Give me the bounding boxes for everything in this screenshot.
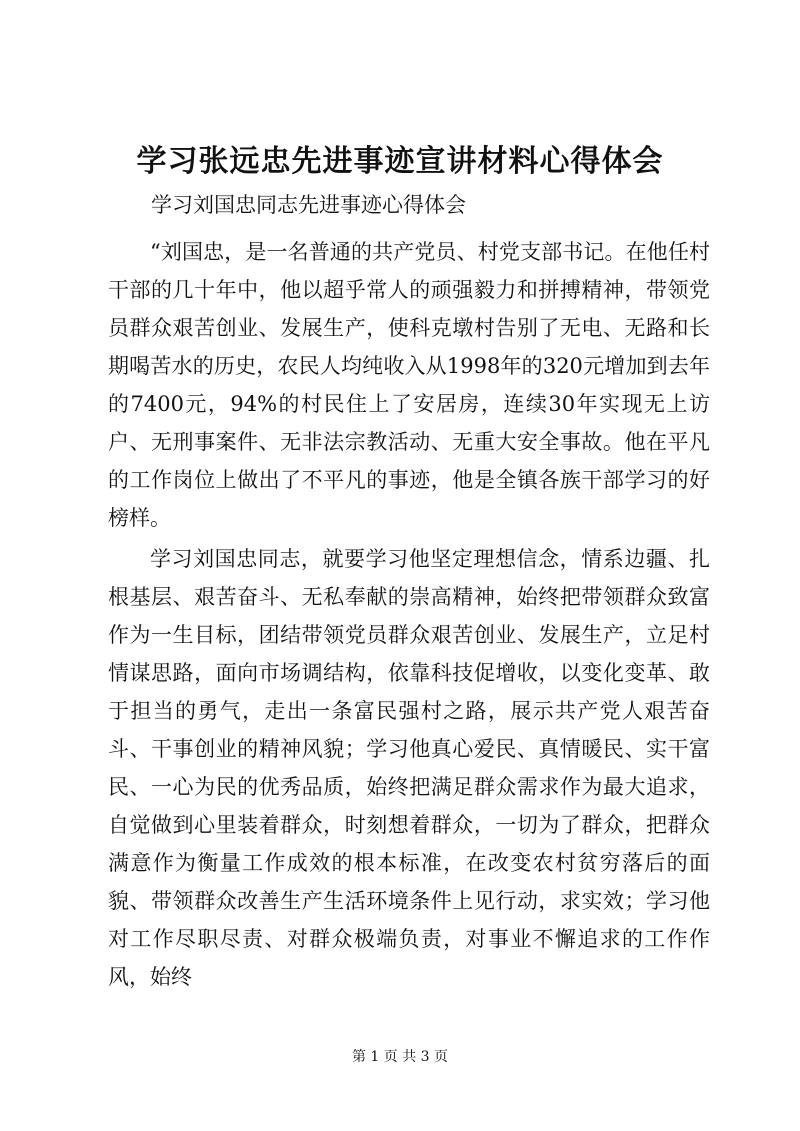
document-body bbox=[108, 233, 710, 999]
body-paragraph: 学习刘国忠同志，就要学习他坚定理想信念，情系边疆、扎根基层、艰苦奋斗、无私奉献的崇高精神，始终把带领群众致富作为一生目标，团结带领党员群众艰苦创业、发展生产，立足村情谋思路，面向市场调结构，依靠科技促增收，以变化变革、敢于担当的勇气，走出一条富民强村之路，展示共产党人艰苦奋斗、干事创业的精神风貌；学习他真心爱民、真情暖民、实干富民、一心为民的优秀品质，始终把满足群众需求作为最大追求，自觉做到心里装着群众，时刻想着群众，一切为了群众，把群众满意作为衡量工作成效的根本标准，在改变农村贫穷落后的面貌、带领群众改善生产生活环境条件上见行动，求实效；学习他对工作尽职尽责、对群众极端负责，对事业不懈追求的工作作风，始终 bbox=[108, 547, 710, 989]
body-paragraph: “刘国忠，是一名普通的共产党员、村党支部书记。在他任村干部的几十年中，他以超乎常人的顽强毅力和拼搏精神，带领党员群众艰苦创业、发展生产，使科克墩村告别了无电、无路和长期喝苦水的历史，农民人均纯收入从1998年的320元增加到去年的7400元，94%的村民住上了安居房，连续30年实现无上访户、无刑事案件、无非法宗教活动、无重大安全事故。他在平凡的工作岗位上做出了不平凡的事迹，他是全镇各族干部学习的好榜样。 bbox=[108, 240, 710, 530]
document-title: 学习张远忠先进事迹宣讲材料心得体会 bbox=[136, 144, 664, 179]
page-footer: 第 1 页 共 3 页 bbox=[351, 1049, 449, 1065]
document-subtitle: 学习刘国忠同志先进事迹心得体会 bbox=[151, 193, 466, 217]
